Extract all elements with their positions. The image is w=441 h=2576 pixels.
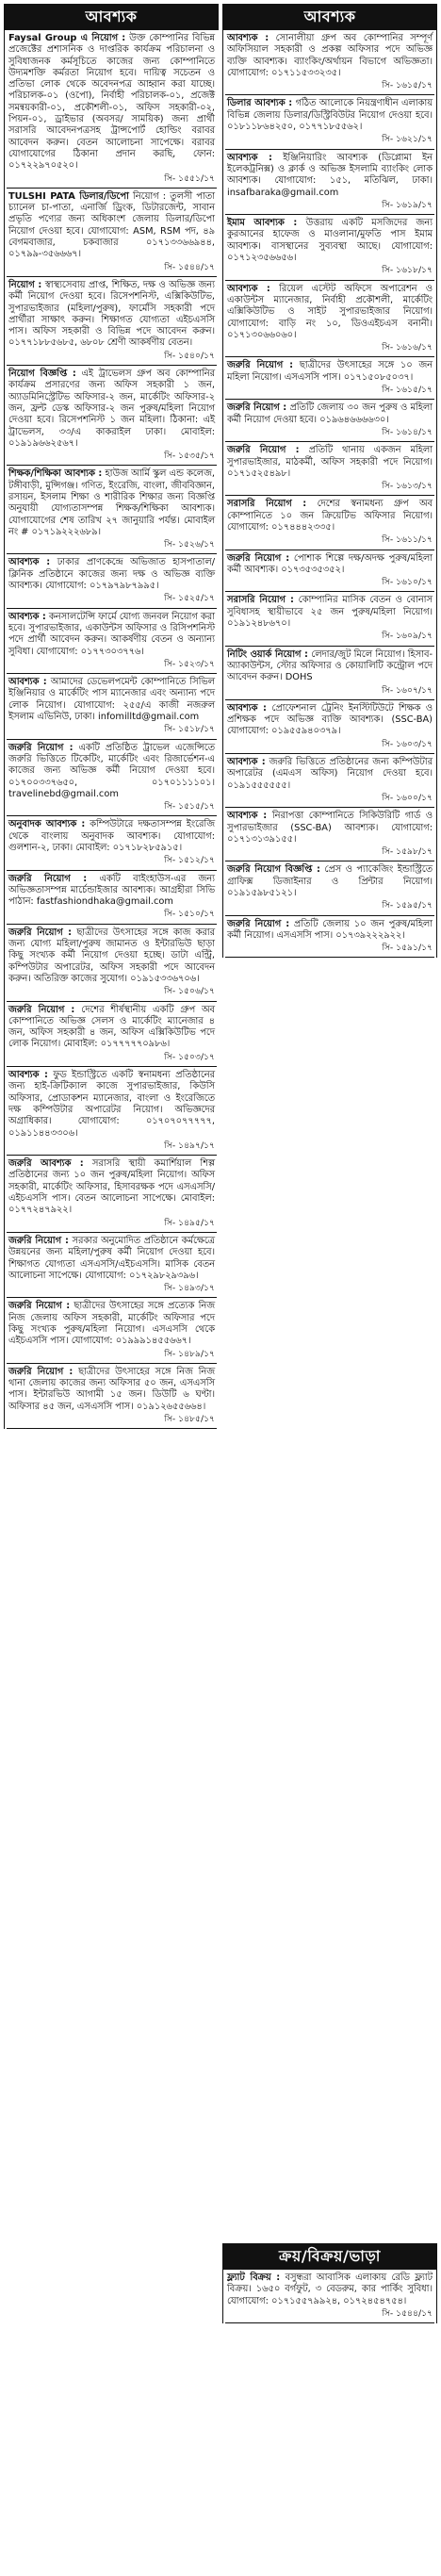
ad-heading: নিয়োগ : [8,279,42,290]
ad-reference: সি- ১৫০৩/১৭ [164,1051,215,1062]
classified-ad [7,609,217,674]
ad-reference: সি- ১৬০৩/১৭ [382,738,433,749]
ad-heading: আবশ্যক : [227,33,270,43]
ad-reference: সি- ১৪৯৫/১৭ [164,1217,215,1228]
ad-reference: সি- ১৫৫১/১৭ [164,172,215,184]
ad-reference: সি- ১৫৪০/১৭ [164,350,215,361]
ad-reference: সি- ১৫২৩/১৭ [164,658,215,669]
classified-ad [225,916,434,959]
ad-reference: সি- ১৪৮৯/১৭ [164,1348,215,1359]
ad-body: দেশের স্বনামধন্য গ্রুপ অব কোম্পানিতে ১০ জন ক্রিয়েটিভ অফিসার নিয়োগ। যোগাযোগ: ০১৭৪৪৪২৩৩৫। [227,499,433,533]
ad-body: নিয়োগ : তুলসী পাতা চ্যানেল চা-পাতা, এনার্জি ড্রিংক, ডিটারজেন্ট, সাবান প্রভৃতি পণ্যের জন্য অধিকাংশ জেলায় ডিলার/ডিপো নিয়োগ দেওয়া হবে। যোগাযোগ: ASM, RSM পদ, ৪৯ বেগমবাজার, চকবাজার ০১৭১৩৩৬৬৯৪৪, ০১৭৯৯-৩৫৬৬৬৭। [8,190,215,260]
ad-body: ছাত্রীদের উৎসাহের সঙ্গে কাজ করার জন্য যোগ্য মহিলা/পুরুষ জামানত ও ইন্টারভিউ ছাড়া কিছু সংখ্যক কর্মী নিয়োগ দেওয়া হচ্ছে। ডাটা এন্ট্রি, কম্পিউটার অপারেটর, অফিস সহকারী পদে আবেদন করুন। অতিরিক্ত কাজের সুযোগ। ০১৯১৫৩৩৬৭০৬। [8,927,215,984]
ad-reference: সি- ১৫৩৫/১৭ [164,451,215,462]
ad-body: সরকার অনুমোদিত প্রতিষ্ঠানে কর্মক্ষেত্রে উন্নয়নের জন্য মহিলা/পুরুষ কর্মী নিয়োগ দেওয়া হবে। শিক্ষাগত যোগ্যতা এসএসসি/এইচএসসি। মাসিক বেতন আলোচনা সাপেক্ষে। যোগাযোগ: ০১৭২৯৮২৯৩৯৬। [8,1235,215,1281]
classified-ad [225,30,434,95]
ad-reference: সি- ১৬১৪/১৭ [382,426,433,437]
ad-reference: সি- ১৬০৯/১৭ [382,631,433,642]
ad-body: কম্পিউটারে দক্ষতাসম্পন্ন ইংরেজি থেকে বাংলায় অনুবাদক আবশ্যক। যোগাযোগ: গুলশান-২, ঢাকা। মোবাইল: ০১৭১৮২৮৫৯১৫। [8,819,215,853]
ad-reference: সি- ১৫৪৪/১৭ [164,261,215,272]
classified-ad [7,554,217,608]
ad-heading: নিয়োগ বিজ্ঞপ্তি : [8,369,76,380]
ad-body: এই ট্রাভেলস গ্রুপ অব কোম্পানির কার্যক্রম প্রসারণের জন্য অফিস সহকারী ১ জন, অ্যাডমিনিস্ট্রেটিভ অফিসার-২ জন, মার্কেটিং অফিসার-২ জন, ফ্রন্ট ডেস্ক অফিসার-২ জন পুরুষ/মহিলা নিয়োগ দেওয়া হবে। রিসেপশনিস্ট ১ জন মহিলা। ঠিকানা: এই ট্রাভেলস, ৩৩/এ কাকরাইল ঢাকা। মোবাইল: ০১৯১৯৬৬২৫৬৭। [8,369,215,449]
ad-heading: আবশ্যক : [227,757,266,768]
ad-body: একটি প্রতিষ্ঠিত ট্রাভেল এজেন্সিতে জরুরি ভিত্তিতে টিকেটিং, মার্কেটিং এবং রিজার্ভেশন-এ কাজের জন্য অভিজ্ঞ কর্মী নিয়োগ দেওয়া হবে। ০১৭০০৩৩৭৬৫০, ০১৭০১১১১০১। travelinebd@gmail.com [8,742,215,799]
classified-ad [7,277,217,366]
ad-reference: সি- ১৪৯৭/১৭ [164,1140,215,1151]
ad-heading: সরাসরি নিয়োগ : [227,595,294,606]
ad-heading: জরুরি নিয়োগ : [8,742,74,753]
classified-ad [7,1156,217,1233]
classified-ad [7,871,217,925]
classified-ad [225,357,434,400]
ad-reference: সি- ১৫৯৫/১৭ [382,900,433,911]
ad-heading: আবশ্যক : [8,677,47,688]
ad-reference: সি- ১৫২৬/১৭ [164,539,215,550]
ad-heading: Faysal Group এ নিয়োগ : [8,33,126,43]
classified-ad [225,592,434,646]
classified-ad [225,550,434,593]
ad-body: উত্তরায় একটি মসজিদের জন্য কুরআনের হাফেজ ও মাওলানা/মুফতি পাস ইমাম আবশ্যক। বাসস্থানের সুব্যবস্থা আছে। যোগাযোগ: ০১৭১২৩৫৬৬৫৬। [227,218,433,264]
ad-reference: সি- ১৬১৫/১৭ [382,80,433,91]
ad-reference: সি- ১৫১৫/১৭ [164,801,215,812]
ad-reference: সি- ১৬১৩/১৭ [382,481,433,492]
ad-reference: সি- ১৬০০/১৭ [382,792,433,803]
ad-heading: জরুরি নিয়োগ বিজ্ঞপ্তি : [227,864,320,876]
ad-heading: জরুরি নিয়োগ : [8,873,88,884]
ad-reference: সি- ১৫২৫/১৭ [164,593,215,604]
buy-sell-rent-section [222,2243,437,2323]
ad-heading: জরুরি নিয়োগ : [8,927,73,938]
classified-ad [225,95,434,149]
classified-ad [7,30,217,189]
ad-heading: জরুরি নিয়োগ : [8,1301,71,1312]
ad-heading: শিক্ষক/শিক্ষিকা আবশ্যক : [8,468,103,480]
section-heading-left: আবশ্যক [4,4,219,30]
ad-reference: সি- ১৫৪৪/১৭ [382,2307,433,2319]
ad-body: প্রেস ও প্যাকেজিং ইন্ডাস্ট্রিতে গ্রাফিক্স ডিজাইনার ও প্রিন্টার নিয়োগ। ০১৯১৫৯৮৫১২১। [227,864,433,898]
ad-reference: সি- ১৫৯১/১৭ [382,943,433,954]
ad-body: দেশের শীর্ষস্থানীয় একটি গ্রুপ অব কোম্পানিতে অভিজ্ঞ সেলস ও মার্কেটিং ম্যানেজার ৪ জন, অফিস সহকারী ৪ জন, অফিস এক্সিকিউটিভ পদে লোক নিয়োগ। মোবাইল: ০১৭৭৭৭৭০৯৮৬। [8,1004,215,1050]
ad-body: ফুড ইন্ডাস্ট্রিতে একটি স্বনামধন্য প্রতিষ্ঠানের জন্য হাই-ক্রিটিক্যাল কাজে সুপারভাইজার, কিউসি অফিসার, প্রোডাকশন ম্যানেজার, বাংলা ও ইংরেজিতে দক্ষ কম্পিউটার অপারেটর নিয়োগ। অভিজ্ঞদের অগ্রাধিকার। যোগাযোগ: ০১৭০৭০৭৭৭৭৭, ০১৯১১৪৪৩৩০৬। [8,1070,216,1139]
ad-heading: ইমাম আবশ্যক : [227,218,298,229]
classified-ad [7,1067,217,1156]
ad-heading: জরুরি আবশ্যক : [8,1158,84,1170]
classified-ad [7,466,217,554]
ad-reference: সি- ১৬১৮/১৭ [382,265,433,276]
classified-ad [7,925,217,1002]
ad-heading: আবশ্যক : [227,152,272,163]
classified-ad [225,442,434,496]
ad-body: জরুরি ভিত্তিতে প্রতিষ্ঠানের জন্য কম্পিউটার অপারেটর (এমএস অফিস) নিয়োগ দেওয়া হবে। ০১৯১৫৫৫৫৫৫। [227,757,433,791]
ad-body: ছাত্রীদের উৎসাহের সঙ্গে প্রত্যেক নিজ নিজ জেলায় অফিস সহকারী, মার্কেটিং অফিসার পদে কিছু সংখ্যক পুরুষ/মহিলা নিয়োগ। এসএসসি থেকে এইচএসসি পাস। যোগাযোগ: ০১৯৯৯১৪৫৫৬৬৭। [8,1301,215,1347]
ad-heading: আবশ্যক : [8,557,51,568]
left-ad-list [4,30,219,1429]
ad-reference: সি- ১৫১২/১৭ [164,855,215,866]
classified-ad [7,366,217,466]
classified-ad [225,2270,434,2323]
classified-ad [225,150,434,215]
classified-ad [225,808,434,861]
ad-heading: TULSHI PATA ডিলার/ডিপো [8,190,129,202]
ad-reference: সি- ১৬১৬/১৭ [382,342,433,353]
ad-body: হাউজ আর্মি স্কুল এন্ড কলেজ, টঙ্গীবাড়ী, মুন্সিগঞ্জ। গণিত, ইংরেজি, বাংলা, জীববিজ্ঞান, রসায়ন, ইসলাম শিক্ষা ও শারীরিক শিক্ষার জন্য বিজ্ঞপ্তি অনুযায়ী যোগ্যতাসম্পন্ন শিক্ষক/শিক্ষিকা আবশ্যক। যোগাযোগের শেষ তারিখ ২৭ জানুয়ারি পর্যন্ত। মোবাইল নং # ০১৭১৯২২২৬৮৯। [8,468,215,537]
ad-body: কনসালটেন্সি ফার্মে যোগ্য জনবল নিয়োগ করা হবে। সুপারভাইজার, একাউন্টস অফিসার ও রিসিপশনিস্ট পদে প্রার্থী আবেদন করুন। আকর্ষণীয় বেতন ও অন্যান্য সুবিধা। যোগাযোগ: ০১৭৭৩০৩৭৭৬। [8,611,215,657]
ad-body: সরাসরি স্থায়ী কমার্শিয়াল শিল্প প্রতিষ্ঠানের জন্য ১০ জন পুরুষ/মহিলা নিয়োগ। অফিস সহকারী, মার্কেটিং অফিসার, হিসাবরক্ষক পদে এসএসসি/এইচএসসি পাস। বেতন আলোচনা সাপেক্ষে। মোবাইল: ০১৭৭২৪৭৯২২। [8,1158,215,1216]
ad-body: প্রতিটি জেলায় ১০ জন পুরুষ/মহিলা কর্মী নিয়োগ। এসএসসি পাস। ০১৭৩৯২২২৯২২। [227,918,433,941]
ad-body: লেদার/জুট মিলে নিয়োগ। হিসাব-অ্যাকাউন্টস, স্টোর অফিসার ও কোয়ালিটি কন্ট্রোল পদে আবেদন করুন। DOHS [227,648,433,683]
ad-heading: জরুরি নিয়োগ : [8,1004,75,1015]
ad-reference: সি- ১৬১০/১৭ [382,577,433,588]
classified-ad [225,281,434,358]
classified-ad [7,740,217,817]
ad-body: আমাদের ডেভেলপমেন্ট কোম্পানিতে সিভিল ইঞ্জিনিয়ার ও মার্কেটিং পাস ম্যানেজার এবং অন্যান্য পদে লোক নিয়োগ। যোগাযোগ: ২৫৫/এ কাজী নজরুল ইসলাম এভিনিউ, ঢাকা। infomilltd@gmail.com [8,677,215,723]
ad-reference: সি- ১৪৮৫/১৭ [164,1414,215,1425]
ad-body: উক্ত কোম্পানির বিভিন্ন প্রজেক্টের প্রশাসনিক ও দাপ্তরিক কার্যক্রম পরিচালনা ও সুবিধাজনক কর্মসূচিতে কাজের জন্য কোম্পানিতে উদ্যমশক্তি কর্মরতা নিয়োগ হবে। দায়িত্ব সচেতন ও প্রতিভা লোক থেকে অবেদনপত্র আহ্বান করা যাচ্ছে। পরিচালক-০১ (ওপো), নির্বাহী পরিচালক-০১, প্রজেক্ট সমন্বয়কারী-০১, প্রকৌশলী-০১, অফিস সহকারী-০২, পিয়ন-০১, ড্রাইভার (অবসর/ সাময়িক) জন্য প্রার্থী সরাসরি আবেদনপত্রসহ ট্রান্সপোর্ট হোল্ডিং বরাবর আবেদন করুন। বেতন আলোচনা সাপেক্ষে। বরাবর যোগাযোগের ঠিকানা প্রদান করছি, ফোন: ০১৭২২৯৭০৫২০। [8,33,215,172]
ad-body: ঢাকার প্রাণকেন্দ্রে অভিজাত হাসপাতাল/ক্লিনিক প্রতিষ্ঠানে কাজের জন্য দক্ষ ও অভিজ্ঞ ব্যক্তি আবশ্যক। যোগাযোগ: ০১৭৯৭৯৮৭৯৯৫। [8,557,215,592]
ad-heading: ফ্ল্যাট বিক্রয় : [227,2272,281,2283]
right-column [222,4,437,958]
ad-body: কোম্পানির মাসিক বেতন ও বোনাস সুবিধাসহ স্থায়ীভাবে ২৫ জন পুরুষ/মহিলা নিয়োগ। ০১৯১২৪৮৬৭০। [227,595,433,630]
ad-body: পোশাক শিল্পে দক্ষ/অদক্ষ পুরুষ/মহিলা কর্মী আবশ্যক। ০১৭৩৫৩৫৩৫২। [227,552,433,575]
ad-heading: আবশ্যক : [8,1070,48,1081]
ad-heading: অনুবাদক আবশ্যক : [8,819,86,830]
ad-reference: সি- ১৫৯৮/১৭ [382,846,433,858]
ad-body: প্রোফেশনাল ট্রেনিং ইনস্টিটিউটে শিক্ষক ও প্রশিক্ষক পদে অভিজ্ঞ ব্যক্তি আবশ্যক। (SSC-BA) যোগাযোগ: ০১৯৫৫৯৪০৩৭৯। [227,702,433,737]
classified-ad [225,647,434,700]
ad-heading: ডিলার আবশ্যক : [227,98,293,109]
ad-body: বসুন্ধরা আবাসিক এলাকায় রেডি ফ্ল্যাট বিক্রয়। ১৬৫০ বর্গফুট, ৩ বেডরুম, কার পার্কিং সুবিধা। যোগাযোগ: ০১৭১৫৫৭৯৯২৪, ০১৭২৪৫৪৭৫৪। [227,2272,433,2306]
ad-body: প্রতিটি থানায় একজন মহিলা সুপারভাইজার, মাঠকর্মী, অফিস সহকারী পদে নিয়োগ। ০১৭১৫২৫৪৯৮। [227,445,433,479]
ad-body: রিয়েল এস্টেট অফিসে অপারেশন ও একাউন্টস ম্যানেজার, নির্বাহী প্রকৌশলী, মার্কেটিং এক্সিকিউটিভ ও সাইট সুপারভাইজার নিয়োগ। যোগাযোগ: বাড়ি নং ১০, ডিওএইচএস বনানী। ০১৭১৩০৬৬০৬০। [227,283,433,340]
classified-ad [225,754,434,808]
ad-heading: সরাসরি নিয়োগ : [227,499,307,510]
classified-ad [7,1364,217,1429]
ad-body: সোনালীয়া গ্রুপ অব কোম্পানির সম্পূর্ণ অফিসিয়াল সহকারী ও প্রকল্প অফিসার পদে অভিজ্ঞ ব্যক্তি আবশ্যক। ব্যাংকিং/অর্থায়ন বিভাগে অভিজ্ঞতা। যোগাযোগ: ০১৭১১৫৩৩২৩৫। [227,33,433,78]
ad-heading: জরুরি নিয়োগ : [227,918,290,929]
ad-body: ছাত্রীদের উৎসাহের সঙ্গে ১০ জন মহিলা নিয়োগ। এসএসসি পাস। ০১৭১৫০৮৫০৩৭। [227,360,433,383]
ad-reference: সি- ১৫০৬/১৭ [164,986,215,997]
section-heading-right: আবশ্যক [222,4,437,30]
ad-heading: জরুরি নিয়োগ : [227,445,300,456]
section-heading-buy-sell: ক্রয়/বিক্রয়/ভাড়া [222,2243,437,2270]
ad-body: একটি বাইংহাউস-এর জন্য অভিজ্ঞতাসম্পন্ন মার্চেন্ডাইজার আবশ্যক। আগ্রহীরা সিভি পাঠান: fastfashiondhaka@gmail.com [8,873,215,908]
classified-ad [7,816,217,870]
ad-reference: সি- ১৬১৯/১৭ [382,199,433,210]
ad-reference: সি- ১৫১৮/১৭ [164,724,215,735]
ad-body: ইঞ্জিনিয়ারিং আবশ্যক (ডিপ্লোমা ইন ইলেকট্রনিক্স) ও ক্লার্ক ও অভিজ্ঞ ইসলামি ব্যাংকিং লোক আবশ্যক। যোগাযোগ: ১৫১, মতিঝিল, ঢাকা। insafbaraka@gmail.com [227,152,433,198]
classified-ad [225,861,434,915]
ad-heading: আবশ্যক : [227,283,270,294]
right-ad-list [222,30,437,958]
ad-heading: জরুরি নিয়োগ : [8,1235,69,1246]
ad-body: প্রতিটি জেলায় ৩০ জন পুরুষ ও মহিলা কর্মী নিয়োগ দেওয়া হবে। ০১৯৬৪৬৬৬৬৩০। [227,402,433,425]
ad-heading: আবশ্যক : [8,611,46,622]
ad-heading: নিটিং ওয়ার্ক নিয়োগ : [227,648,308,660]
classified-ad [7,1298,217,1363]
ad-reference: সি- ১৬১১/১৭ [382,534,433,546]
left-column [4,4,219,1429]
ad-reference: সি- ১৬১৫/১৭ [382,385,433,396]
ad-body: গঠিত আলোকে নিয়ন্ত্রণাধীন এলাকায় বিভিন্ন জেলায় ডিলার/ডিস্ট্রিবিউটর নিয়োগ দেওয়া হবে। ০১৮১১৮৬৪২৫০, ০১৭৭১৮৫৫৬২। [227,98,433,133]
ad-heading: জরুরি নিয়োগ : [227,402,287,414]
ad-body: স্বাস্থ্যসেবায় প্রাপ্ত, শিক্ষিত, দক্ষ ও অভিজ্ঞ জন্য কর্মী নিয়োগ দেওয়া হবে। রিসেপশনিস্ট, এক্সিকিউটিভ, সুপারভাইজার (মহিলা/পুরুষ), ফার্মেসি সহকারী পদে প্রার্থীরা সাক্ষাৎ করুন। শিক্ষাগত যোগ্যতা এইচএসসি পাস। অফিস সহকারী ও বিভিন্ন পদে আবেদন করুন। ০১৭৭১৮৮৫৬৮৫, ৬৮০৮ শ্রেণী আকর্ষণীয় বেতন। [8,279,215,349]
classified-ad [7,674,217,739]
ad-body: ছাত্রীদের উৎসাহের সঙ্গে নিজ নিজ থানা জেলায় কাজের জন্য অফিসার ৫০ জন, এসএসসি পাস। ইন্টারভিউ আগামী ১৫ জন। ডিউটি ৬ ঘণ্টা। অফিসার ৪৫ জন, এসএসসি পাস। ০১৯১২৬৫৫৬৬৪। [8,1366,215,1412]
buy-sell-ad-list [222,2270,437,2323]
ad-heading: আবশ্যক : [227,702,267,714]
classified-ad [7,1002,217,1067]
classified-ad [225,215,434,280]
classified-ad [225,700,434,754]
ad-heading: জরুরি নিয়োগ : [227,552,290,564]
ad-heading: জরুরি নিয়োগ : [8,1366,74,1377]
classified-ad [225,496,434,550]
ad-reference: সি- ১৫১০/১৭ [164,909,215,920]
ad-body: নিরাপত্তা কোম্পানিতে সিকিউরিটি গার্ড ও সুপারভাইজার (SSC-BA) আবশ্যক। যোগাযোগ: ০১৭১৩১৩৯১৫৫। [227,811,433,845]
ad-heading: জরুরি নিয়োগ : [227,360,294,371]
ad-reference: সি- ১৬০৭/১৭ [382,684,433,696]
classified-ad [7,189,217,277]
ad-reference: সি- ১৬২১/১৭ [382,134,433,145]
ad-heading: আবশ্যক : [227,811,268,822]
classified-ad [7,1233,217,1298]
ad-reference: সি- ১৪৯৩/১৭ [164,1283,215,1294]
classified-ad [225,400,434,442]
